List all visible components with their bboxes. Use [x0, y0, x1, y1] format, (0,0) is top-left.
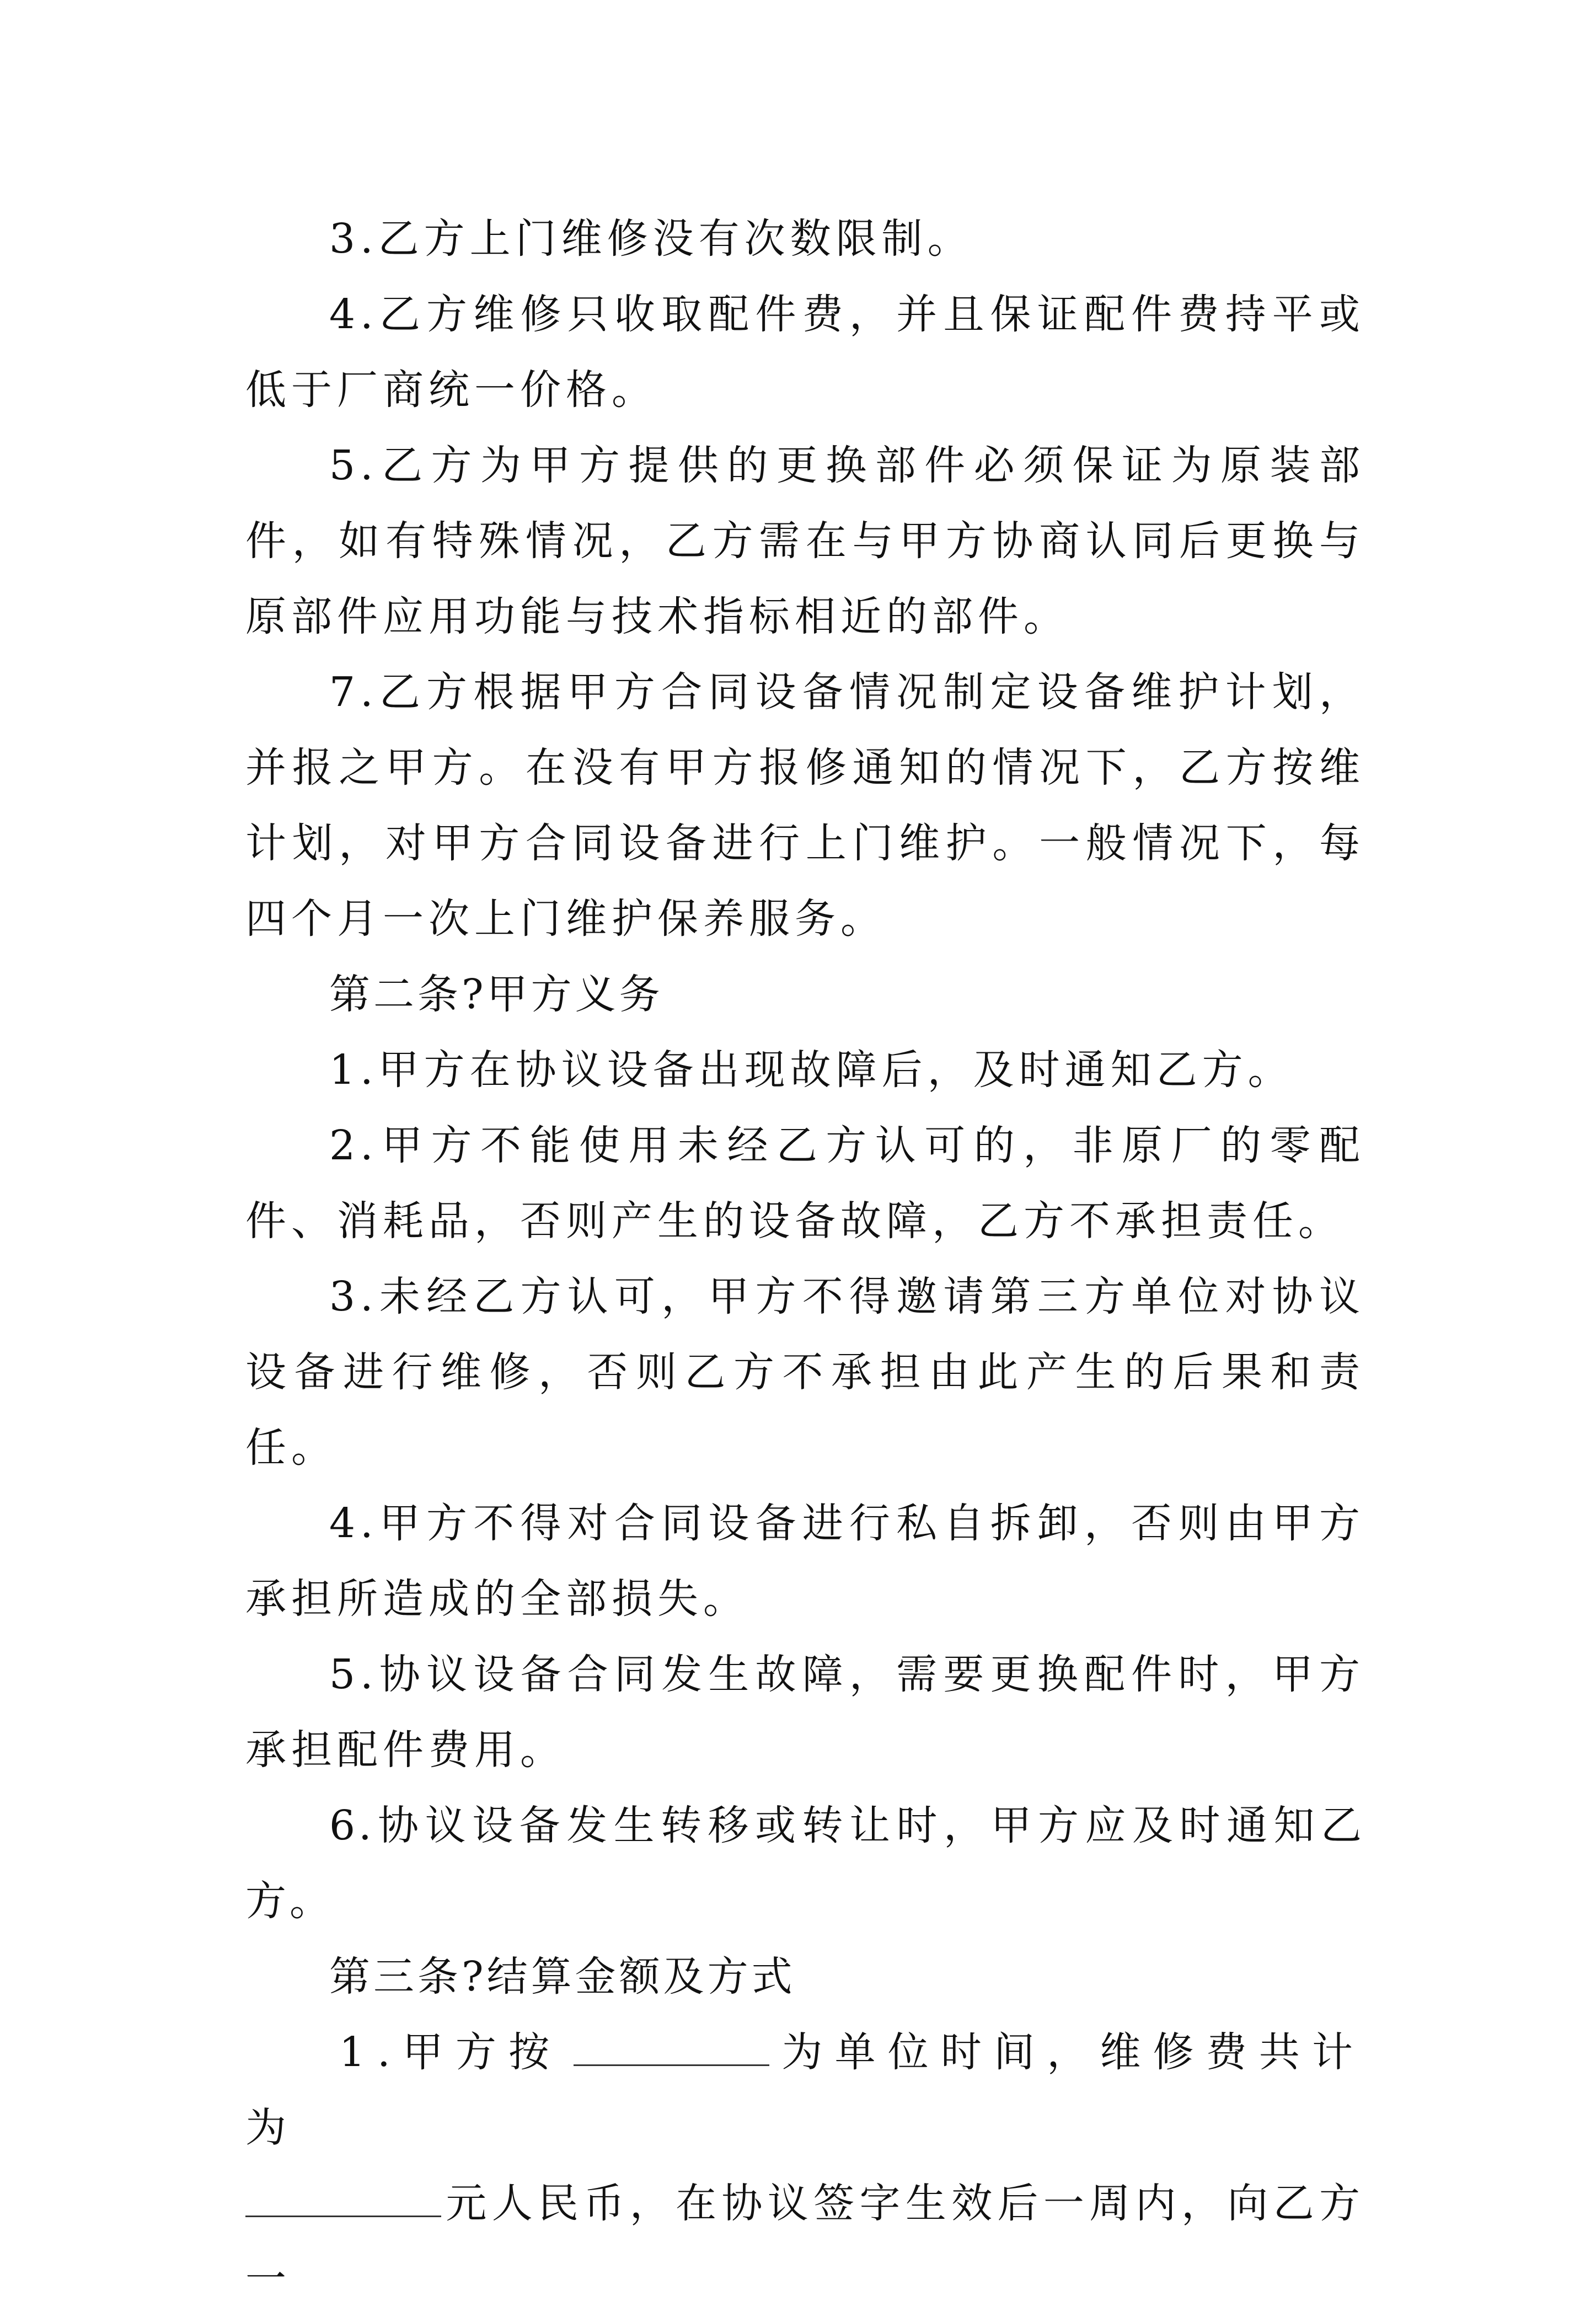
- clause-7: 7.乙方根据甲方合同设备情况制定设备维护计划，并报之甲方。在没有甲方报修通知的情况下，乙方按维计划，对甲方合同设备进行上门维护。一般情况下，每四个月一次上门维护保养服务。: [245, 668, 1365, 943]
- section-2-item-4: 4.甲方不得对合同设备进行私自拆卸，否则由甲方承担所造成的全部损失。: [245, 1500, 1365, 1623]
- section-3-heading: 第三条?结算金额及方式: [329, 1953, 796, 2000]
- section-3-item-1: [245, 2015, 1365, 2317]
- time-unit-blank: [574, 2031, 769, 2066]
- section-3-item-1-lead: 1.甲方按: [339, 2029, 562, 2076]
- section-2-heading: 第二条?甲方义务: [329, 971, 663, 1018]
- clause-5: 5.乙方为甲方提供的更换部件必须保证为原装部件，如有特殊情况，乙方需在与甲方协商认同后更换与原部件应用功能与技术指标相近的部件。: [245, 442, 1365, 640]
- document-page: [245, 201, 1365, 2317]
- section-3-item-1-tail: 元人民币，在协议签字生效后一周内，向乙方一: [245, 2180, 1365, 2303]
- section-2-item-6: 6.协议设备发生转移或转让时，甲方应及时通知乙方。: [245, 1802, 1365, 1925]
- section-2-item-2: 2.甲方不能使用未经乙方认可的，非原厂的零配件、消耗品，否则产生的设备故障，乙方不承担责任。: [245, 1122, 1365, 1245]
- section-2-item-5: 5.协议设备合同发生故障，需要更换配件时，甲方承担配件费用。: [245, 1651, 1365, 1774]
- section-2-item-3: 3.未经乙方认可，甲方不得邀请第三方单位对协议设备进行维修，否则乙方不承担由此产生的后果和责任。: [245, 1273, 1365, 1471]
- amount-blank: [245, 2182, 441, 2217]
- section-3-item-1-mid: 为单位时间，维修费共计为: [245, 2029, 1365, 2152]
- section-2-item-1: 1.甲方在协议设备出现故障后，及时通知乙方。: [329, 1046, 1294, 1094]
- clause-4: 4.乙方维修只收取配件费，并且保证配件费持平或低于厂商统一价格。: [245, 291, 1365, 414]
- clause-3: 3.乙方上门维修没有次数限制。: [329, 215, 973, 263]
